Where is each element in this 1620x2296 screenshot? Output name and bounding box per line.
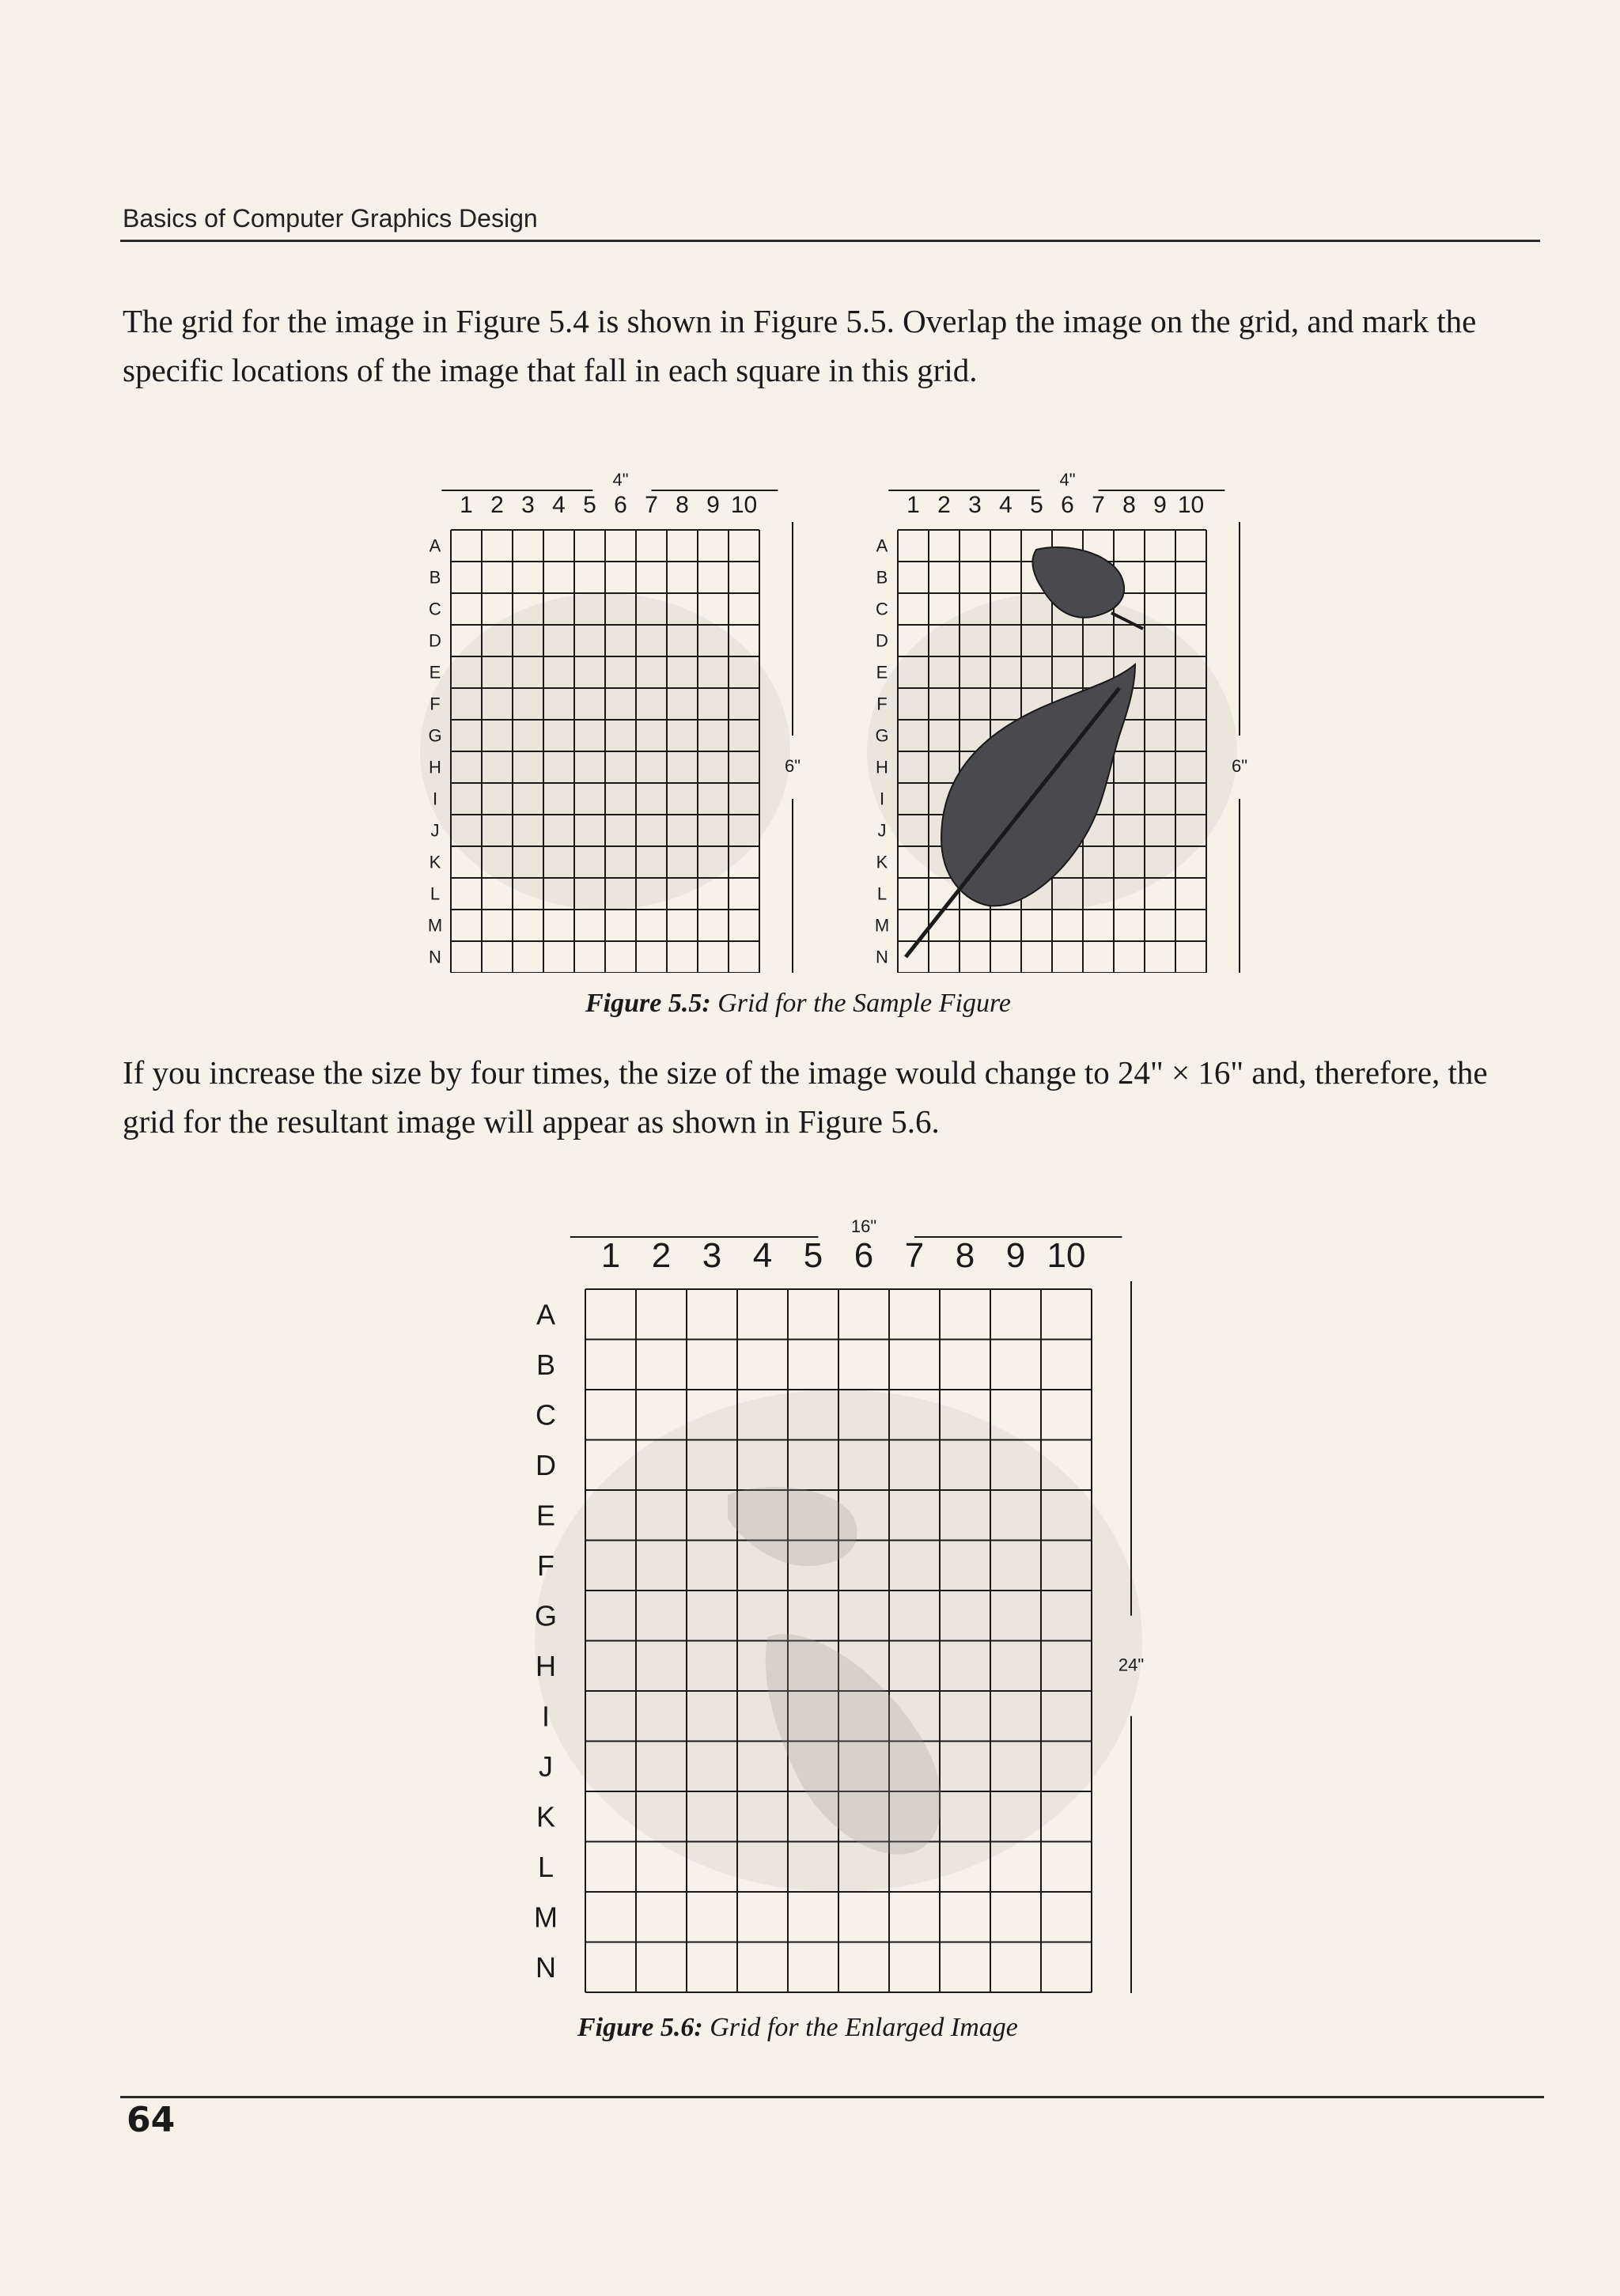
column-label: 8 <box>955 1236 975 1275</box>
column-label: 4 <box>999 492 1012 518</box>
column-label: 9 <box>706 492 720 518</box>
row-label: H <box>876 757 888 777</box>
figure-5-6-caption <box>577 2013 1018 2043</box>
figure-5-5 <box>396 451 1297 973</box>
row-label: J <box>539 1749 553 1783</box>
row-label: F <box>430 694 441 714</box>
row-label: H <box>429 757 441 777</box>
row-label: L <box>537 1850 555 1883</box>
column-label: 1 <box>600 1236 621 1275</box>
column-label: 8 <box>1122 492 1136 518</box>
column-label: 3 <box>521 492 535 518</box>
row-label: I <box>541 1700 551 1733</box>
row-label: M <box>534 1901 558 1934</box>
column-label: 10 <box>1177 492 1205 518</box>
column-label: 2 <box>490 492 504 518</box>
row-label: F <box>537 1549 555 1582</box>
column-label: 7 <box>904 1236 925 1275</box>
column-label: 2 <box>651 1236 672 1275</box>
row-label: G <box>875 725 889 746</box>
row-label: I <box>879 789 885 809</box>
column-label: 7 <box>1092 492 1105 518</box>
row-label: K <box>876 852 888 872</box>
column-label: 1 <box>907 492 920 518</box>
column-label: 3 <box>702 1236 722 1275</box>
row-label: H <box>536 1649 556 1682</box>
row-label: M <box>427 915 443 936</box>
enlarged-grid <box>534 1216 1144 1993</box>
row-label: C <box>429 599 441 619</box>
row-label: L <box>430 883 441 904</box>
right-grid <box>867 470 1247 973</box>
row-label: D <box>429 630 441 651</box>
row-label: N <box>876 947 888 967</box>
caption-text: Grid for the Enlarged Image <box>710 2013 1018 2042</box>
column-label: 5 <box>583 492 596 518</box>
row-label: J <box>430 820 440 841</box>
intro-paragraph: The grid for the image in Figure 5.4 is shown in Figure 5.5. Overlap the image on the grid, and mark the specific locations of the image that fall in each square in this grid. <box>123 303 1477 388</box>
column-label: 8 <box>676 492 689 518</box>
row-label: A <box>429 535 441 556</box>
width-label: 4" <box>1059 470 1076 490</box>
row-label: G <box>534 1599 558 1632</box>
caption-text: Grid for the Sample Figure <box>717 989 1011 1018</box>
row-label: B <box>536 1348 556 1381</box>
row-label: A <box>536 1298 556 1331</box>
page-number: 64 <box>127 2100 176 2140</box>
column-label: 6 <box>854 1236 874 1275</box>
row-label: N <box>429 947 441 967</box>
figure-5-5-grids <box>396 451 1297 973</box>
row-label: M <box>874 915 890 936</box>
column-label: 4 <box>552 492 566 518</box>
row-label: D <box>876 630 888 651</box>
row-label: C <box>536 1398 556 1432</box>
footer-rule <box>120 2096 1544 2098</box>
column-label: 9 <box>1153 492 1167 518</box>
row-label: C <box>876 599 888 619</box>
figure-5-5-caption <box>585 989 1011 1019</box>
row-label: L <box>876 883 888 904</box>
width-label: 4" <box>612 470 629 490</box>
column-label: 7 <box>645 492 658 518</box>
column-label: 5 <box>803 1236 823 1275</box>
column-label: 4 <box>752 1236 773 1275</box>
caption-label: Figure 5.6: <box>577 2013 703 2042</box>
row-label: I <box>432 789 438 809</box>
figure-5-6-grid <box>506 1194 1171 1993</box>
height-label: 6" <box>784 756 801 776</box>
column-label: 9 <box>1005 1236 1026 1275</box>
row-label: E <box>429 662 441 683</box>
header-rule <box>120 240 1540 242</box>
row-label: D <box>536 1448 556 1481</box>
column-label: 10 <box>730 492 758 518</box>
running-head: Basics of Computer Graphics Design <box>123 204 538 233</box>
width-label: 16" <box>850 1216 877 1236</box>
row-label: N <box>536 1950 556 1984</box>
row-label: E <box>536 1499 556 1532</box>
column-label: 1 <box>460 492 473 518</box>
column-label: 2 <box>937 492 951 518</box>
column-label: 10 <box>1047 1236 1086 1275</box>
column-label: 3 <box>968 492 982 518</box>
enlarge-paragraph: If you increase the size by four times, the size of the image would change to 24" × 16" and, therefore, the grid for the resultant image will appear as shown in Figure 5.6. <box>123 1054 1488 1140</box>
row-label: A <box>876 535 888 556</box>
row-label: B <box>876 567 888 588</box>
row-label: K <box>429 852 441 872</box>
row-label: K <box>536 1800 556 1833</box>
height-label: 6" <box>1231 756 1248 776</box>
row-label: E <box>876 662 888 683</box>
column-label: 6 <box>614 492 627 518</box>
row-label: F <box>876 694 888 714</box>
figure-5-6 <box>506 1194 1171 1993</box>
row-label: B <box>429 567 441 588</box>
column-label: 5 <box>1030 492 1043 518</box>
left-grid <box>420 470 801 973</box>
column-label: 6 <box>1061 492 1074 518</box>
row-label: J <box>877 820 887 841</box>
height-label: 24" <box>1118 1655 1145 1675</box>
row-label: G <box>428 725 442 746</box>
caption-label: Figure 5.5: <box>585 989 711 1018</box>
